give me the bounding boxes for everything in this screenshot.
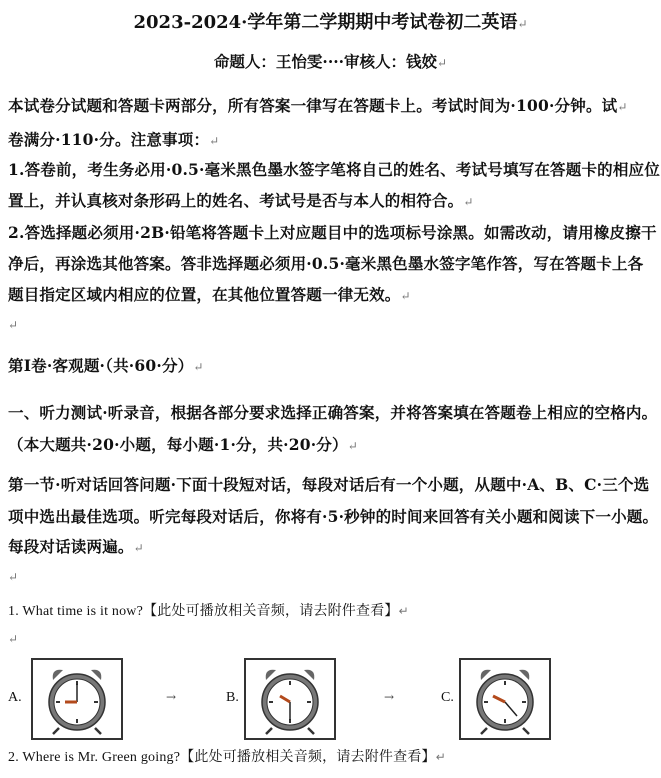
question-2: 2. Where is Mr. Green going?【此处可播放相关音频，请去附件查看】↵ <box>8 750 446 765</box>
empty-paragraph: ↵ <box>8 570 19 584</box>
part-1-heading: 第Ⅰ卷·客观题·（共·60·分）↵ <box>8 356 204 375</box>
clock-b-image <box>244 658 336 740</box>
arrow-icon: → <box>384 690 395 704</box>
section-1-line-3: 每段对话读两遍。↵ <box>8 537 144 556</box>
intro-line-2: 卷满分·110·分。注意事项：↵ <box>8 130 220 149</box>
option-a-label: A. <box>8 690 22 705</box>
note-2-line-3: 题目指定区域内相应的位置，在其他位置答题一律无效。↵ <box>8 285 411 304</box>
section-1-line-1: 第一节·听对话回答问题·下面十段短对话，每段对话后有一个小题，从题中·A、B、C·三个选 <box>8 475 650 494</box>
listening-line-1: 一、听力测试·听录音，根据各部分要求选择正确答案，并将答案填在答题卷上相应的空格内。 <box>8 403 658 422</box>
page-title: 2023-2024·学年第二学期期中考试卷初二英语↵ <box>133 12 528 33</box>
option-c-label: C. <box>441 690 454 705</box>
empty-paragraph: ↵ <box>8 318 19 332</box>
note-1-line-1: 1.答卷前，考生务必用·0.5·毫米黑色墨水签字笔将自己的姓名、考试号填写在答题卡的相应位 <box>8 160 660 179</box>
note-2-line-2: 净后，再涂选其他答案。答非选择题必须用·0.5·毫米黑色墨水签字笔作答，写在答题卡上各 <box>8 254 644 273</box>
option-b-label: B. <box>226 690 239 705</box>
arrow-icon: → <box>166 690 177 704</box>
question-1: 1. What time is it now?【此处可播放相关音频，请去附件查看】↵ <box>8 604 409 619</box>
clock-c-image <box>459 658 551 740</box>
authors-line: 命题人：王怡雯····审核人：钱姣↵ <box>213 52 448 71</box>
clock-a-image <box>31 658 123 740</box>
empty-paragraph: ↵ <box>8 632 19 646</box>
listening-line-2: （本大题共·20·小题，每小题·1·分，共·20·分）↵ <box>8 435 358 454</box>
section-1-line-2: 项中选出最佳选项。听完每段对话后，你将有·5·秒钟的时间来回答有关小题和阅读下一小题。 <box>8 507 659 526</box>
intro-line-1: 本试卷分试题和答题卡两部分，所有答案一律写在答题卡上。考试时间为·100·分钟。试↵ <box>8 96 628 115</box>
note-2-line-1: 2.答选择题必须用·2B·铅笔将答题卡上对应题目中的选项标号涂黑。如需改动，请用橡皮擦干 <box>8 223 657 242</box>
note-1-line-2: 置上，并认真核对条形码上的姓名、考试号是否与本人的相符合。↵ <box>8 191 474 210</box>
